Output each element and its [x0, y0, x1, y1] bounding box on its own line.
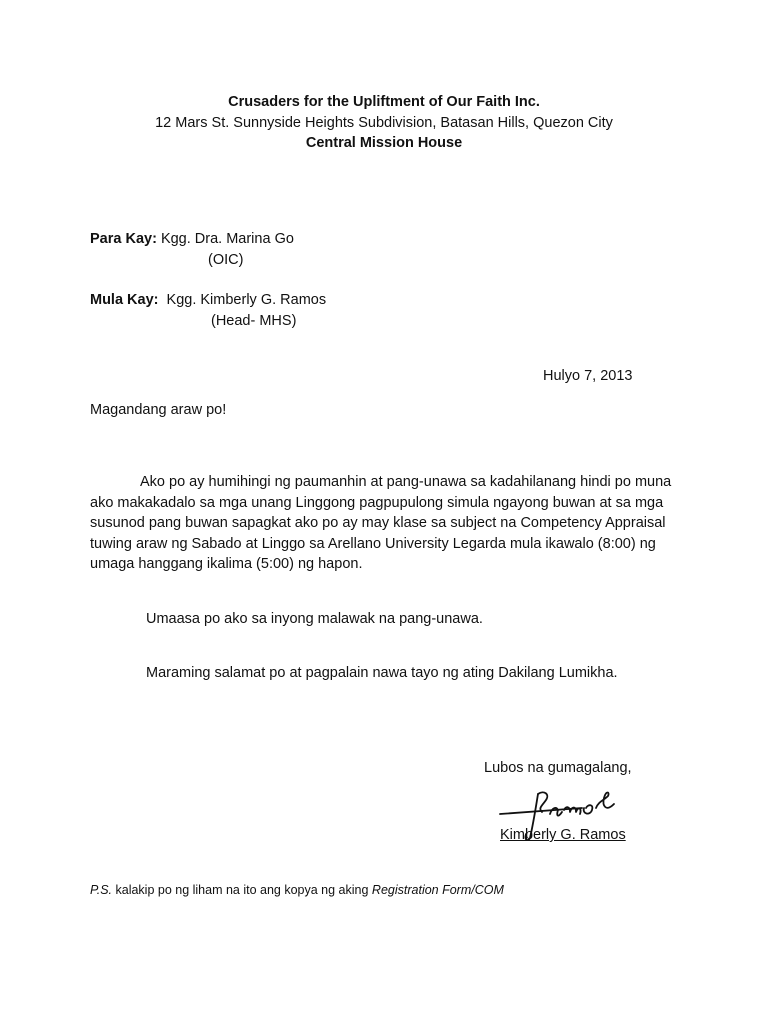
- greeting: Magandang araw po!: [90, 402, 227, 418]
- sender-title: (Head- MHS): [211, 313, 297, 329]
- body-paragraph-3: Maraming salamat po at pagpalain nawa tayo ng ating Dakilang Lumikha.: [146, 665, 618, 681]
- body-paragraph-1: Ako po ay humihingi ng paumanhin at pang-unawa sa kadahilanang hindi po muna ako makakadalo sa mga unang Linggong pagpupulong simula ngayong buwan at sa mga susunod pang buwan sapagkat ako po ay may klase sa subject na Competency Appraisal tuwing araw ng Sabado at Linggo sa Arellano University Legarda mula ikawalo (8:00) ng umaga hanggang ikalima (5:00) ng hapon.: [90, 474, 672, 573]
- body-paragraph-2: Umaasa po ako sa inyong malawak na pang-unawa.: [146, 611, 483, 627]
- organization-name: Crusaders for the Upliftment of Our Faith Inc.: [228, 94, 540, 110]
- sender-name: Kgg. Kimberly G. Ramos: [166, 292, 327, 308]
- recipient-title: (OIC): [208, 252, 244, 268]
- closing: Lubos na gumagalang,: [484, 760, 632, 776]
- postscript-prefix: P.S.: [90, 883, 113, 897]
- mission-house-name: Central Mission House: [305, 135, 463, 151]
- recipient-line: [90, 230, 294, 248]
- sender-line: [90, 291, 326, 309]
- organization-address: 12 Mars St. Sunnyside Heights Subdivision, Batasan Hills, Quezon City: [155, 115, 613, 131]
- postscript-document: Registration Form/COM: [371, 883, 504, 897]
- letter-date: Hulyo 7, 2013: [543, 368, 633, 384]
- postscript-text: kalakip po ng liham na ito ang kopya ng aking: [112, 883, 372, 897]
- postscript: [90, 881, 504, 899]
- recipient-name: Kgg. Dra. Marina Go: [160, 231, 294, 247]
- sender-label: Mula Kay:: [90, 292, 159, 308]
- signatory-name: Kimberly G. Ramos: [500, 827, 626, 843]
- recipient-label: Para Kay:: [90, 231, 157, 247]
